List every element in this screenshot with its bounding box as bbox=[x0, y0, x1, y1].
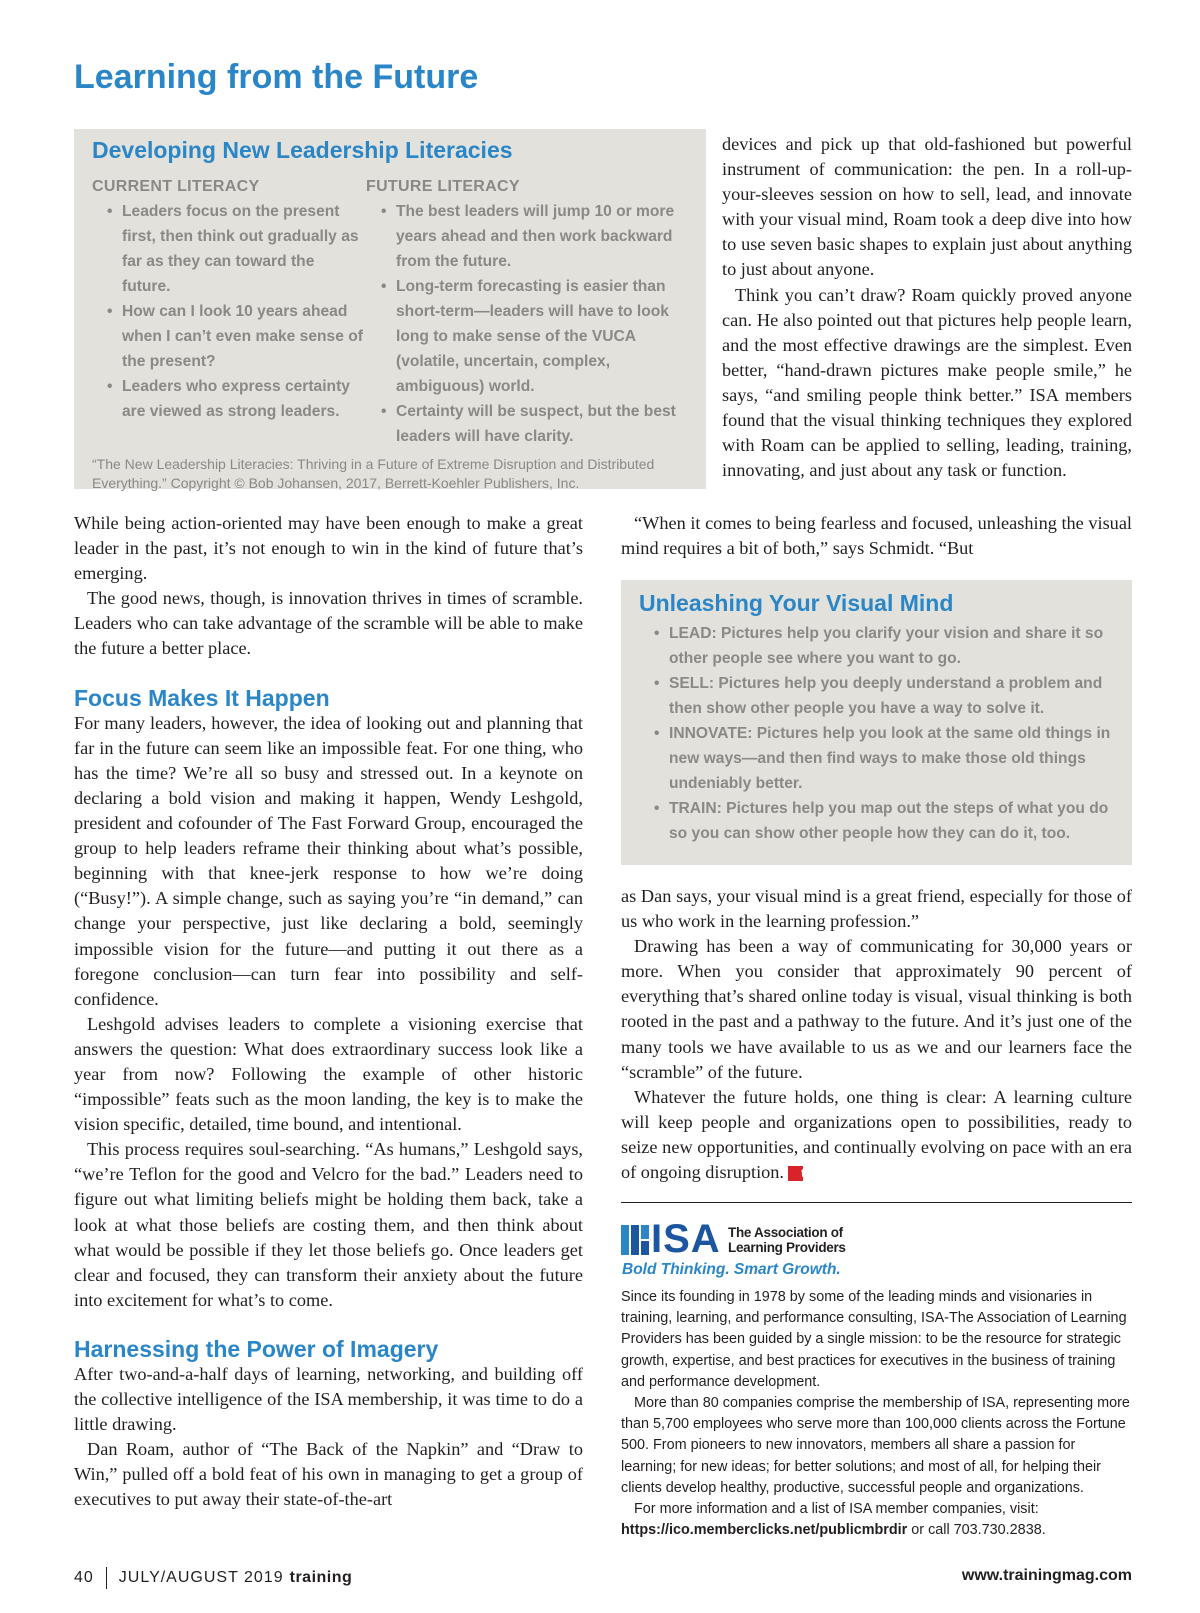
current-literacy-heading: CURRENT LITERACY bbox=[92, 178, 260, 195]
current-literacy-item: • How can I look 10 years ahead when I can’t even make sense of the present? bbox=[92, 299, 366, 374]
page-number: 40 bbox=[74, 1569, 94, 1586]
future-literacy-column bbox=[366, 178, 678, 449]
issue-date: JULY/AUGUST 2019 bbox=[118, 1569, 284, 1586]
isa-paragraph: Since its founding in 1978 by some of the leading minds and visionaries in training, learning, and performance consulting, ISA-The Association of Learning Providers has been guided by a single mission: to be the resource for strategic growth, expertise, and best practices for executives in the business of training and performance development. bbox=[621, 1289, 1127, 1390]
body-paragraph: “When it comes to being fearless and focused, unleashing the visual mind requires a bit of both,” says Schmidt. “But bbox=[621, 513, 1133, 559]
isa-logo-word: ISA bbox=[651, 1217, 721, 1261]
isa-paragraph: More than 80 companies comprise the membership of ISA, representing more than 5,700 employees who serve more than 100,000 clients across the Fortune 500. From pioneers to new innovators, members all share a passion for learning; for new ideas; for better solutions; and most of all, for helping their clients develop healthy, productive, successful people and organizations. bbox=[621, 1395, 1130, 1496]
visual-box-item: • SELL: Pictures help you deeply understand a problem and then show other people you have a way to solve it. bbox=[639, 671, 1116, 721]
visual-box-item: • INNOVATE: Pictures help you look at the same old things in new ways—and then find ways to make those old things undeniably better. bbox=[639, 721, 1116, 796]
body-paragraph: as Dan says, your visual mind is a great friend, especially for those of us who work in the learning profession.” bbox=[621, 886, 1132, 932]
future-literacy-item: • The best leaders will jump 10 or more years ahead and then work backward from the future. bbox=[366, 199, 678, 274]
isa-member-link[interactable]: https://ico.memberclicks.net/publicmbrdir bbox=[621, 1522, 908, 1539]
future-literacy-item: • Long-term forecasting is easier than short-term—leaders will have to look long to make sense of the VUCA (volatile, uncertain, complex, ambiguous) world. bbox=[366, 274, 678, 399]
footer-divider bbox=[106, 1567, 107, 1589]
section-heading-imagery: Harnessing the Power of Imagery bbox=[74, 1335, 439, 1362]
right-column-top bbox=[722, 132, 1132, 483]
literacy-box-title: Developing New Leadership Literacies bbox=[92, 137, 513, 163]
isa-logo-mark-icon bbox=[621, 1225, 649, 1255]
future-literacy-item: • Certainty will be suspect, but the best leaders will have clarity. bbox=[366, 399, 678, 449]
literacy-box-credit: “The New Leadership Literacies: Thriving in a Future of Extreme Disruption and Distributed Everything.” Copyright © Bob Johansen, 2017, Berrett-Koehler Publishers, Inc. bbox=[92, 456, 655, 491]
isa-assoc-line: Learning Providers bbox=[728, 1240, 846, 1255]
body-paragraph: Leshgold advises leaders to complete a visioning exercise that answers the question: What does extraordinary success look like a year from now? Following the example of other historic “impossible” feats such as the moon landing, the key is to make the vision specific, detailed, time bound, and intentional. bbox=[74, 1013, 583, 1135]
body-paragraph: Dan Roam, author of “The Back of the Napkin” and “Draw to Win,” pulled off a bold feat of his own in managing to get a group of executives to put away their state-of-the-art bbox=[74, 1439, 583, 1510]
isa-more-info: For more information and a list of ISA member companies, visit: bbox=[634, 1501, 1039, 1518]
visual-box-item: • LEAD: Pictures help you clarify your vision and share it so other people see where you want to go. bbox=[639, 621, 1116, 671]
visual-box-title: Unleashing Your Visual Mind bbox=[639, 590, 954, 616]
isa-assoc-line: The Association of bbox=[728, 1225, 843, 1240]
isa-paragraph bbox=[621, 1499, 1132, 1541]
body-paragraph: Think you can’t draw? Roam quickly proved anyone can. He also pointed out that pictures help people learn, and the most effective drawings are the simplest. Even better, “hand-drawn pictures make people smile,” he says, “and smiling people think better.” ISA members found that the visual thinking techniques they explored with Roam can be applied to selling, leading, training, innovating, and just about any task or function. bbox=[722, 284, 1132, 481]
current-literacy-item: • Leaders focus on the present first, then think out gradually as far as they can toward the future. bbox=[92, 199, 366, 299]
page-title: Learning from the Future bbox=[74, 58, 479, 96]
isa-logo-association bbox=[728, 1225, 846, 1255]
literacy-comparison-box bbox=[74, 129, 706, 489]
footer-left bbox=[74, 1567, 352, 1589]
isa-description bbox=[621, 1287, 1132, 1541]
body-paragraph: After two-and-a-half days of learning, networking, and building off the collective intelligence of the ISA membership, it was time to do a little drawing. bbox=[74, 1364, 583, 1435]
body-paragraph: The good news, though, is innovation thrives in times of scramble. Leaders who can take advantage of the scramble will be able to make the future a better place. bbox=[74, 588, 583, 659]
left-column bbox=[74, 511, 583, 1513]
body-paragraph: For many leaders, however, the idea of looking out and planning that far in the future can seem like an impossible feat. For one thing, who has the time? We’re all so busy and stressed out. In a keynote on declaring a bold vision and making it happen, Wendy Leshgold, president and cofounder of The Fast Forward Group, encouraged the group to help leaders reframe their thinking about what’s possible, beginning with that knee-jerk response to how we’re doing (“Busy!”). A simple change, such as saying you’re “in demand,” can change your perspective, just like declaring a bold, seemingly impossible vision for the future—and putting it out there as a foregone conclusion—can turn fear into possibility and self-confidence. bbox=[74, 712, 583, 1009]
right-column-continuation bbox=[621, 511, 1132, 561]
isa-tagline: Bold Thinking. Smart Growth. bbox=[622, 1261, 841, 1278]
divider-rule bbox=[621, 1202, 1132, 1203]
website-link[interactable]: www.trainingmag.com bbox=[961, 1567, 1132, 1584]
body-paragraph bbox=[621, 1085, 1132, 1185]
body-paragraph: devices and pick up that old-fashioned but powerful instrument of communication: the pen. In a roll-up-your-sleeves session on how to sell, lead, and innovate with your visual mind, Roam took a deep dive into how to use seven basic shapes to explain just about anything to just about anyone. bbox=[722, 134, 1132, 280]
closing-text: Whatever the future holds, one thing is clear: A learning culture will keep people and organizations open to possibilities, ready to seize new opportunities, and continually evolving on pace with an era of ongoing disruption. bbox=[621, 1086, 1132, 1183]
body-paragraph: While being action-oriented may have been enough to make a great leader in the past, it’s not enough to win in the kind of future that’s emerging. bbox=[74, 513, 583, 584]
body-paragraph: Drawing has been a way of communicating for 30,000 years or more. When you consider that approximately 90 percent of everything that’s shared online today is visual, visual thinking is both rooted in the past and a pathway to the future. And it’s just one of the many tools we have available to us as we and our learners face the “scramble” of the future. bbox=[621, 936, 1132, 1082]
end-mark-icon: t bbox=[788, 1166, 803, 1181]
body-paragraph: This process requires soul-searching. “As humans,” Leshgold says, “we’re Teflon for the good and Velcro for the bad.” Leaders need to figure out what limiting beliefs might be holding them back, take a look at what those beliefs are costing them, and then think about what would be possible if they let those beliefs go. Once leaders get clear and focused, they can transform their anxiety about the future into excitement for what’s to come. bbox=[74, 1139, 583, 1310]
visual-box-item: • TRAIN: Pictures help you map out the steps of what you do so you can show other people how they can do it, too. bbox=[639, 796, 1116, 846]
visual-mind-box bbox=[621, 580, 1132, 865]
isa-phone: or call 703.730.2838. bbox=[907, 1522, 1046, 1539]
current-literacy-item: • Leaders who express certainty are viewed as strong leaders. bbox=[92, 374, 366, 424]
current-literacy-column bbox=[92, 178, 366, 449]
magazine-name: training bbox=[289, 1569, 353, 1586]
future-literacy-heading: FUTURE LITERACY bbox=[366, 178, 520, 195]
section-heading-focus: Focus Makes It Happen bbox=[74, 684, 330, 711]
right-column-middle bbox=[621, 884, 1132, 1185]
